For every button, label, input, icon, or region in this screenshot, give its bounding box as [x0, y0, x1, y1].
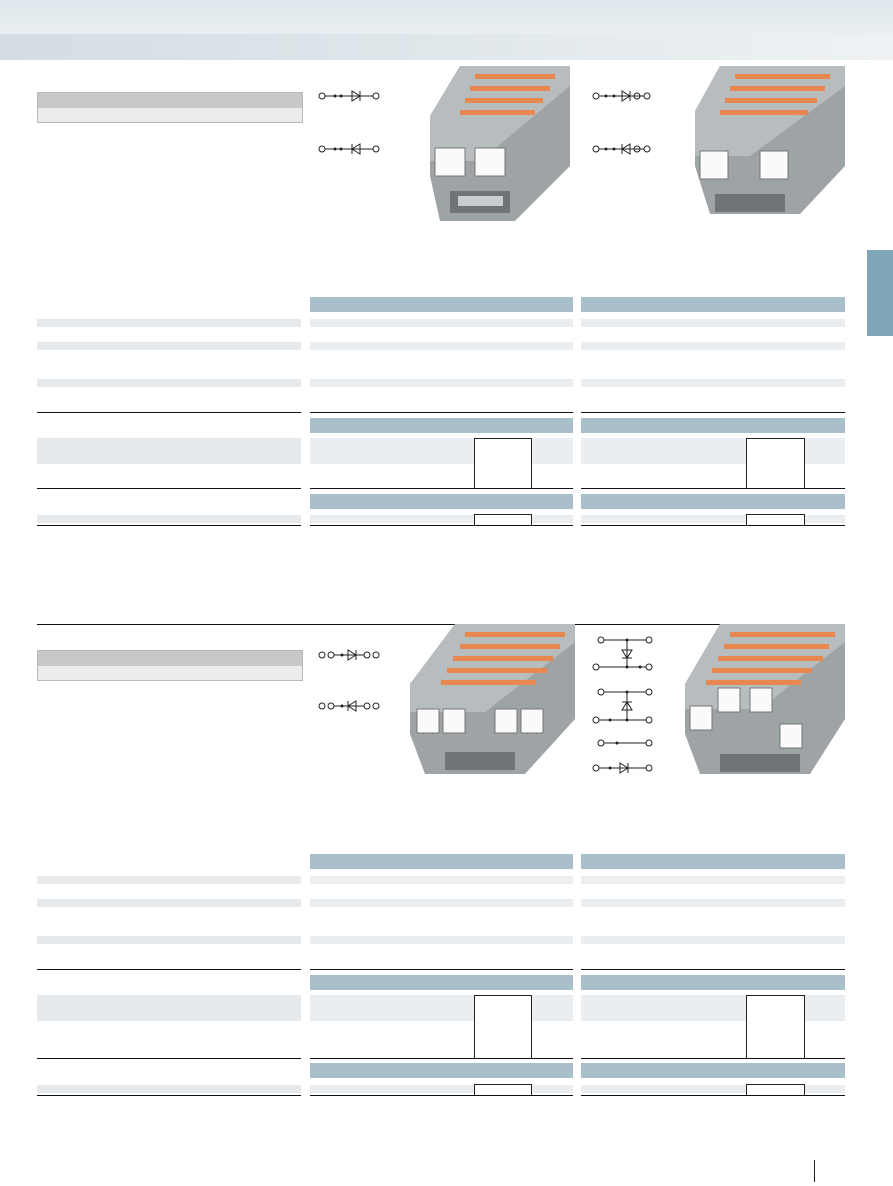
section1-title-bar [38, 93, 302, 108]
table2-row-label [37, 876, 301, 884]
table1-row [310, 379, 573, 387]
double-diode-forward-symbol-icon [318, 647, 388, 667]
table2-row-label [37, 899, 301, 907]
section2-subtitle-bar [38, 666, 302, 680]
section1-subtitle-bar [38, 108, 302, 122]
table1-bottom-rule [581, 525, 845, 526]
table2-divider [310, 1058, 573, 1059]
table1-divider [310, 412, 573, 413]
table1-accessories-header [310, 494, 573, 509]
table2-ordering-label [37, 995, 301, 1021]
table1-row [581, 319, 845, 327]
table2-col1-header [310, 854, 573, 869]
table1-bottom-rule [37, 525, 301, 526]
diode-cross-symbols-icon [592, 636, 662, 776]
table2-divider [581, 969, 845, 970]
table2-row [581, 936, 845, 944]
terminal-block-photo-4 [680, 624, 845, 776]
table2-bottom-rule [37, 1095, 301, 1096]
table1-accessories-row [581, 515, 845, 523]
table2-ordering-header [310, 975, 573, 990]
section2-title-bar [38, 651, 302, 666]
table2-accessories-header [581, 1063, 845, 1078]
diode-reverse-symbol-icon [318, 141, 388, 161]
terminal-block-photo-2 [690, 66, 845, 216]
table2-col2-header [581, 854, 845, 869]
double-diode-reverse-symbol-icon [318, 698, 388, 718]
table1-row-label [37, 379, 301, 387]
table2-pack-box [474, 995, 532, 1059]
table2-accessories-row [310, 1085, 573, 1093]
table2-accessories-row [581, 1085, 845, 1093]
table2-row [581, 876, 845, 884]
terminal-block-photo-1 [420, 66, 570, 226]
table1-ordering-label [37, 438, 301, 464]
table1-ordering-row [310, 438, 573, 464]
table2-accessories-header [310, 1063, 573, 1078]
table1-accessories-row [310, 515, 573, 523]
diode-reverse-symbol-icon-2 [592, 141, 662, 161]
table1-row [310, 342, 573, 350]
table2-divider [37, 969, 301, 970]
table1-col1-header [310, 297, 573, 312]
table1-divider [37, 488, 301, 489]
table1-ordering-header [581, 418, 845, 433]
table1-divider [581, 412, 845, 413]
table1-pack-box [746, 438, 805, 489]
table2-pack-box [746, 995, 805, 1059]
section2-title-box [37, 650, 303, 681]
chapter-side-tab [867, 250, 893, 336]
table1-row [581, 379, 845, 387]
table1-ordering-row [581, 438, 845, 464]
table2-ordering-row [581, 995, 845, 1021]
table2-bottom-rule [581, 1095, 845, 1096]
table2-divider [310, 969, 573, 970]
table2-row [310, 899, 573, 907]
table1-row [310, 319, 573, 327]
table2-ordering-header [581, 975, 845, 990]
table2-row-label [37, 936, 301, 944]
table2-divider [581, 1058, 845, 1059]
page-header-stripe [0, 34, 893, 60]
table1-bottom-rule [310, 525, 573, 526]
table2-row [581, 899, 845, 907]
table2-row [310, 876, 573, 884]
table2-accessories-label [37, 1085, 301, 1093]
table1-divider [37, 412, 301, 413]
diode-forward-symbol-icon-2 [592, 88, 662, 108]
table1-row [581, 342, 845, 350]
table2-row [310, 936, 573, 944]
table1-pack-box [474, 438, 532, 489]
table1-col2-header [581, 297, 845, 312]
table1-row-label [37, 342, 301, 350]
table1-ordering-header [310, 418, 573, 433]
terminal-block-photo-3 [405, 624, 575, 776]
section1-title-box [37, 92, 303, 123]
table1-row-label [37, 319, 301, 327]
table1-accessories-label [37, 515, 301, 523]
table1-accessories-header [581, 494, 845, 509]
table2-bottom-rule [310, 1095, 573, 1096]
page-number-divider [814, 1160, 815, 1182]
table1-divider [310, 488, 573, 489]
table2-divider [37, 1058, 301, 1059]
table1-divider [581, 488, 845, 489]
table2-ordering-row [310, 995, 573, 1021]
